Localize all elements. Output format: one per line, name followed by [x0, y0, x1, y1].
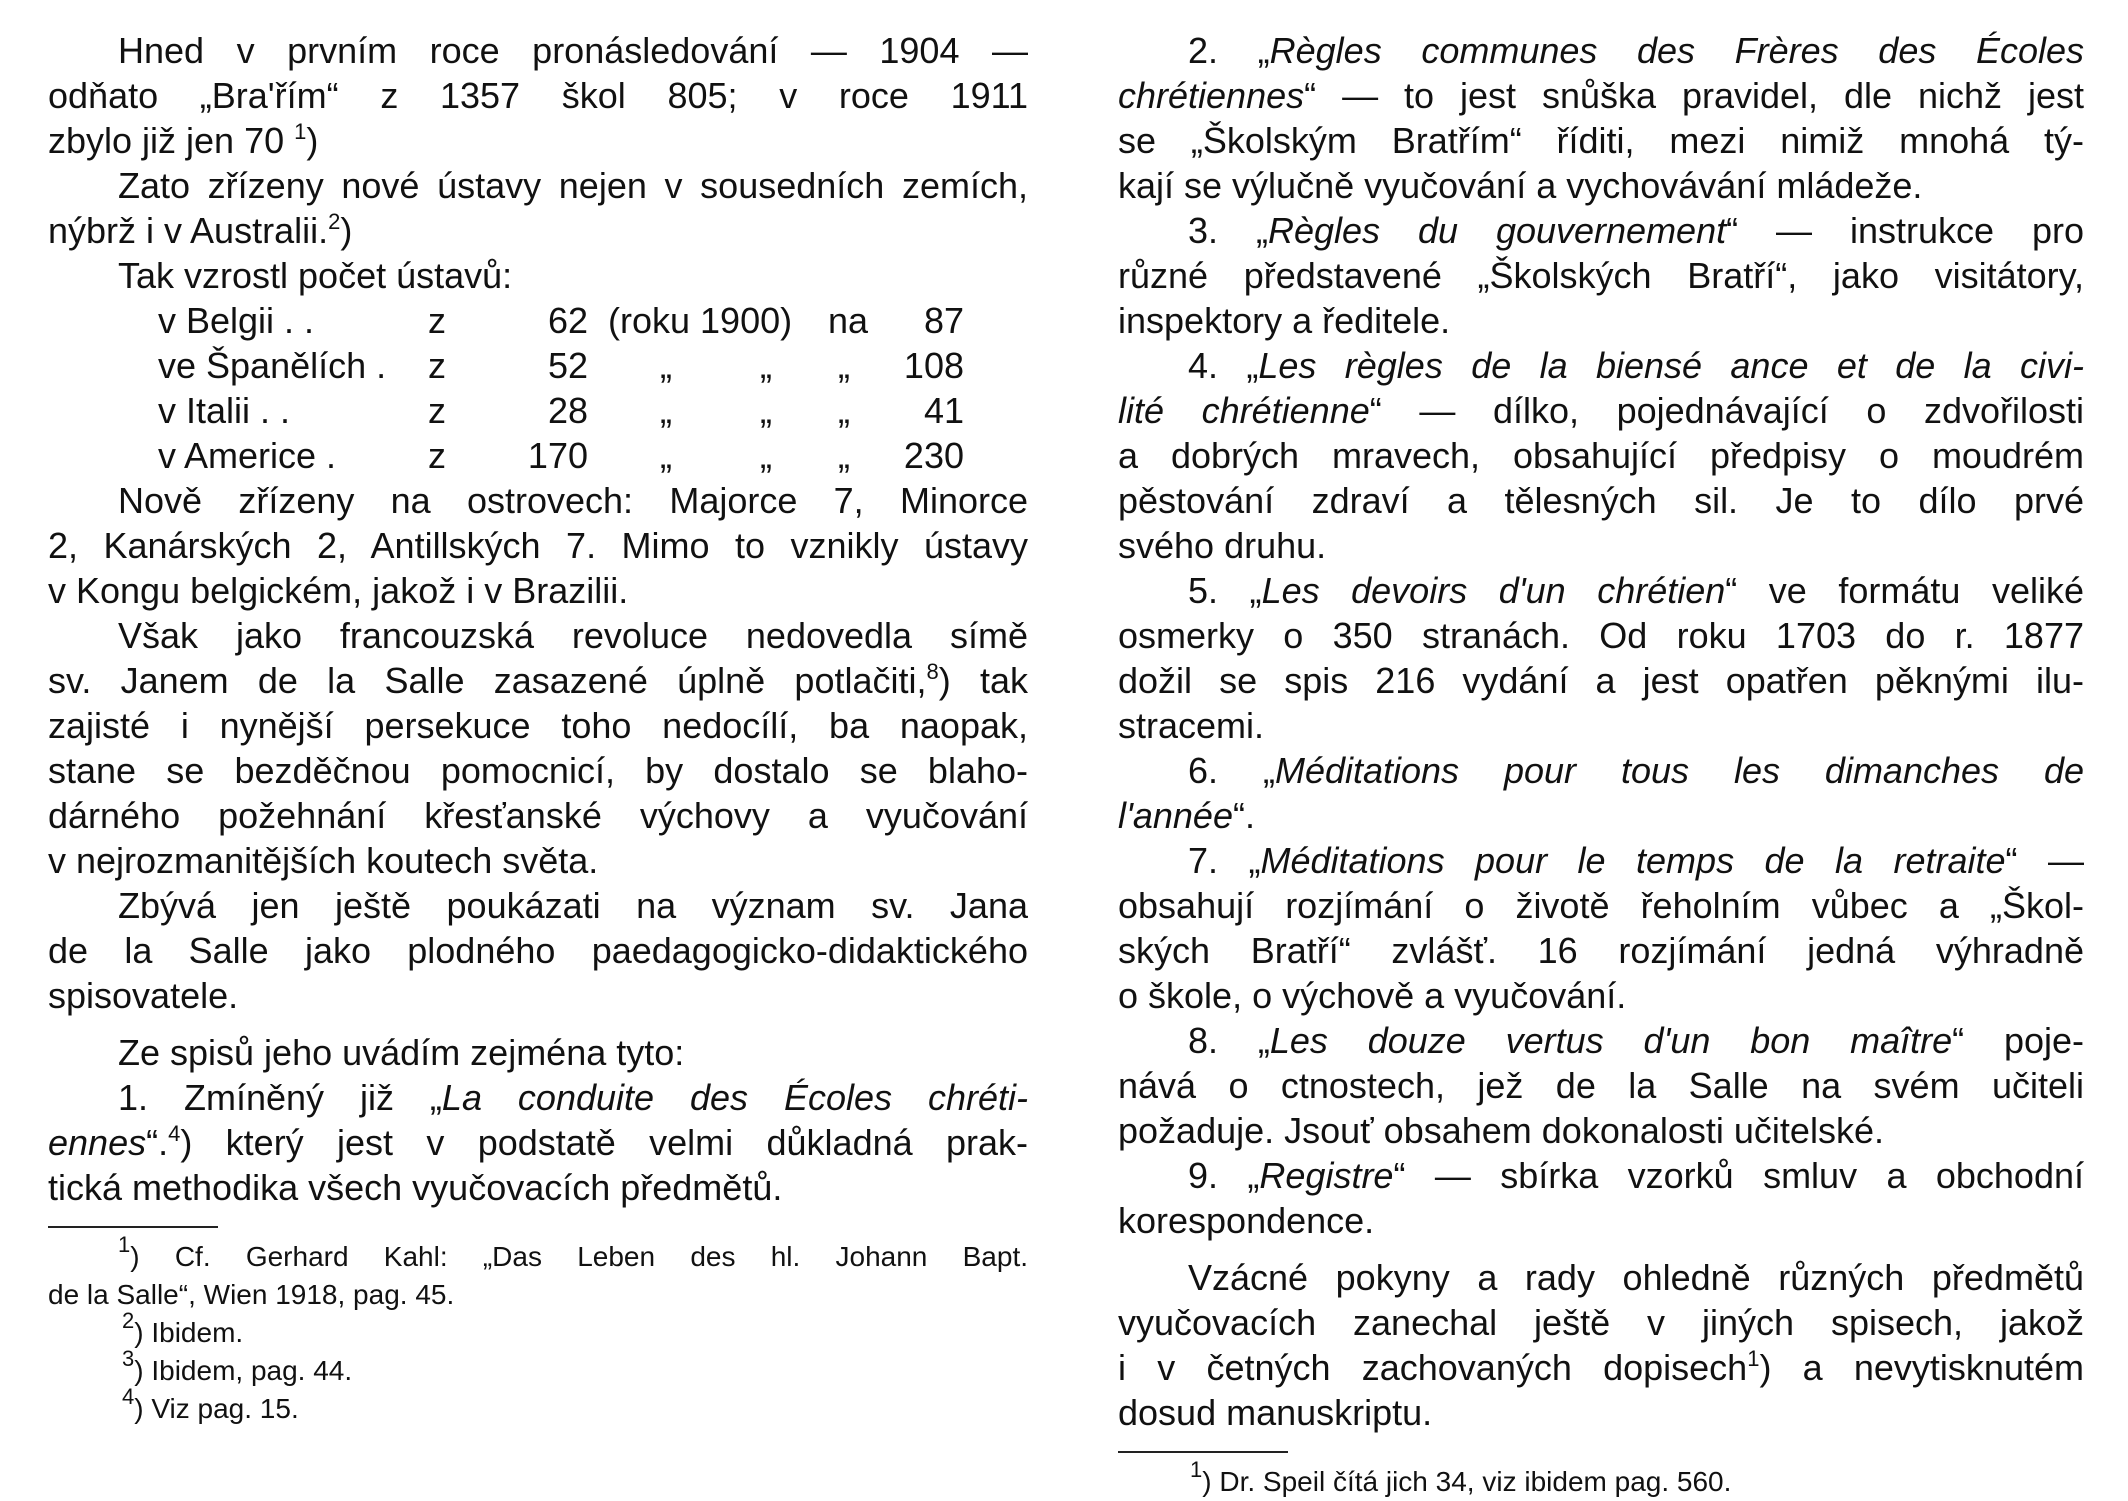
text-line: v Kongu belgickém, jakož i v Brazilii. — [48, 570, 629, 611]
text-line — [48, 658, 1028, 703]
text-line — [1118, 343, 2084, 388]
text-line: spisovatele. — [48, 975, 239, 1016]
footnote-text: ) Dr. Speil čítá jich 34, viz ibidem pag. 560. — [1202, 1466, 1732, 1497]
book-title: Méditations pour tous les dimanches de — [1274, 750, 2084, 791]
text-span: 3. „ — [1188, 210, 1268, 251]
year-cell: (roku 1900) — [608, 300, 793, 341]
book-title: Registre — [1259, 1155, 1394, 1196]
book-title: Les règles de la biensé ance et de la civi- — [1258, 345, 2084, 386]
text-line: Ze spisů jeho uvádím zejména tyto: — [118, 1032, 685, 1073]
text-span: nýbrž i v Australii. — [48, 210, 329, 251]
text-line: nává o ctnostech, jež de la Salle na svém učiteli — [1118, 1065, 2084, 1106]
z-cell: z — [428, 345, 446, 386]
text-line: stracemi. — [1118, 705, 1265, 746]
text-line — [48, 208, 1028, 253]
right-page — [1118, 28, 2084, 1501]
text-span: “ — dílko, pojednávající o zdvořilosti — [1369, 390, 2085, 431]
text-line — [1118, 1018, 2084, 1063]
country-cell: v Americe . — [158, 435, 337, 476]
text-line: dosud manuskriptu. — [1118, 1392, 1433, 1433]
text-span: “ ve formátu veliké — [1725, 570, 2084, 611]
ditto-mark: „ — [838, 345, 850, 386]
ditto-mark: „ — [760, 390, 772, 431]
text-line: kají se výlučně vyučování a vychovávání mládeže. — [1118, 165, 1923, 206]
footnote-mark: 3 — [122, 1346, 135, 1371]
text-span: “ — instrukce pro — [1726, 210, 2085, 251]
text-line: tická methodika všech vyučovacích předmětů. — [48, 1167, 783, 1208]
table-row — [48, 298, 1028, 343]
table-row — [48, 388, 1028, 433]
text-line: Zbývá jen ještě poukázati na význam sv. Jana — [118, 885, 1028, 926]
ditto-mark: „ — [660, 435, 672, 476]
text-span: “. — [1232, 795, 1255, 836]
text-line — [1118, 838, 2084, 883]
ditto-mark: „ — [838, 435, 850, 476]
book-title: Méditations pour le temps de la retraite — [1260, 840, 2006, 881]
text-span: “ poje- — [1952, 1020, 2085, 1061]
text-line — [1118, 1153, 2084, 1198]
ditto-mark: „ — [760, 435, 772, 476]
from-cell: 28 — [547, 390, 588, 431]
text-line — [1118, 208, 2084, 253]
to-cell: 41 — [923, 390, 964, 431]
ditto-mark: „ — [660, 390, 672, 431]
book-title: ennes — [48, 1122, 147, 1163]
to-cell: 108 — [903, 345, 964, 386]
left-page — [48, 28, 1028, 1428]
footnote — [48, 1308, 1028, 1352]
footnote-text: ) Ibidem. — [134, 1317, 244, 1348]
text-span: ) který jest v podstatě velmi důkladná prak- — [180, 1122, 1028, 1163]
footnote — [1118, 1457, 2084, 1501]
text-line: dožil se spis 216 vydání a jest opatřen pěknými ilu- — [1118, 660, 2084, 701]
text-span: 9. „ — [1188, 1155, 1260, 1196]
footnote-ref: 8 — [926, 659, 939, 684]
footnote: de la Salle“, Wien 1918, pag. 45. — [48, 1279, 455, 1310]
from-cell: 62 — [547, 300, 588, 341]
text-span: 8. „ — [1188, 1020, 1270, 1061]
text-line: různé představené „Školských Bratří“, jako visitátory, — [1118, 255, 2084, 296]
text-line: Však jako francouzská revoluce nedovedla símě — [118, 615, 1028, 656]
z-cell: z — [428, 300, 446, 341]
text-line — [48, 1075, 1028, 1120]
footnote-mark: 4 — [122, 1384, 135, 1409]
from-cell: 170 — [527, 435, 588, 476]
text-span: 1. Zmíněný již „ — [118, 1077, 442, 1118]
institutes-table — [48, 298, 1028, 478]
table-row — [48, 433, 1028, 478]
footnote-text: ) Ibidem, pag. 44. — [134, 1355, 353, 1386]
book-title: lité chrétienne — [1118, 390, 1370, 431]
footnote-ref: 1 — [294, 119, 307, 144]
footnote — [48, 1232, 1028, 1276]
to-cell: 230 — [903, 435, 964, 476]
text-line: zajisté i nynější persekuce toho nedocílí, ba naopak, — [48, 705, 1028, 746]
text-line: vyučovacích zanechal ještě v jiných spisech, jakož — [1118, 1302, 2084, 1343]
text-span: ) tak — [938, 660, 1029, 701]
book-title: l'année — [1118, 795, 1233, 836]
text-line — [48, 1120, 1028, 1165]
text-span: ) — [340, 210, 353, 251]
footnote-ref: 2 — [328, 209, 341, 234]
text-span: “ — to jest snůška pravidel, dle nichž jest — [1304, 75, 2084, 116]
text-span: i v četných zachovaných dopisech — [1118, 1347, 1748, 1388]
footnote-text: ) Viz pag. 15. — [134, 1393, 299, 1424]
text-line: v nejrozmanitějších koutech světa. — [48, 840, 599, 881]
text-span: “ — — [2005, 840, 2084, 881]
text-line — [1118, 793, 2084, 838]
book-title: Les douze vertus d'un bon maître — [1269, 1020, 1953, 1061]
book-title: Les devoirs d'un chrétien — [1261, 570, 1726, 611]
text-line: požaduje. Jsouť obsahem dokonalosti učitelské. — [1118, 1110, 1884, 1151]
country-cell: v Belgii . . — [158, 300, 315, 341]
text-line: a dobrých mravech, obsahující předpisy o moudrém — [1118, 435, 2084, 476]
footnote — [48, 1346, 1028, 1390]
text-line: inspektory a ředitele. — [1118, 300, 1451, 341]
footnote-ref: 4 — [168, 1121, 181, 1146]
text-line: ských Bratří“ zvlášť. 16 rozjímání jedná výhradně — [1118, 930, 2084, 971]
footnote-text: ) Cf. Gerhard Kahl: „Das Leben des hl. Johann Bapt. — [130, 1241, 1028, 1272]
text-span: ) — [306, 120, 319, 161]
book-title: Règles du gouvernement — [1267, 210, 1727, 251]
text-line — [1118, 568, 2084, 613]
footnote-mark: 2 — [122, 1308, 135, 1333]
text-line — [1118, 28, 2084, 73]
text-line — [1118, 1345, 2084, 1390]
text-span: sv. Janem de la Salle zasazené úplně potlačiti, — [48, 660, 927, 701]
text-line: svého druhu. — [1118, 525, 1327, 566]
text-line — [1118, 748, 2084, 793]
text-line — [48, 118, 1028, 163]
footnote-mark: 1 — [118, 1232, 131, 1257]
text-span: 4. „ — [1188, 345, 1259, 386]
country-cell: v Italii . . — [158, 390, 291, 431]
na-cell: na — [828, 300, 869, 341]
text-line: de la Salle jako plodného paedagogicko-didaktického — [48, 930, 1028, 971]
text-line: 2, Kanárských 2, Antillských 7. Mimo to vznikly ústavy — [48, 525, 1028, 566]
footnote-ref: 1 — [1747, 1346, 1760, 1371]
footnote — [48, 1384, 1028, 1428]
text-line: pěstování zdraví a tělesných sil. Je to dílo prvé — [1118, 480, 2084, 521]
ditto-mark: „ — [838, 390, 850, 431]
text-line: Nově zřízeny na ostrovech: Majorce 7, Minorce — [118, 480, 1028, 521]
text-line: obsahují rozjímání o životě řeholním vůbec a „Škol- — [1118, 885, 2084, 926]
text-line: Zato zřízeny nové ústavy nejen v sousedních zemích, — [118, 165, 1028, 206]
text-span: “. — [146, 1122, 169, 1163]
text-line: o škole, o výchově a vyučování. — [1118, 975, 1627, 1016]
table-row — [48, 343, 1028, 388]
text-line — [1118, 73, 2084, 118]
book-title: La conduite des Écoles chréti- — [441, 1077, 1028, 1118]
text-span: 2. „ — [1188, 30, 1270, 71]
text-line: Hned v prvním roce pronásledování — 1904 — — [118, 30, 1028, 71]
book-title: Règles communes des Frères des Écoles — [1269, 30, 2085, 71]
text-span: 6. „ — [1188, 750, 1275, 791]
footnote-rule — [1118, 1451, 1288, 1453]
z-cell: z — [428, 435, 446, 476]
text-span: ) a nevytisknutém — [1759, 1347, 2084, 1388]
from-cell: 52 — [547, 345, 588, 386]
footnote-rule — [48, 1226, 218, 1228]
ditto-mark: „ — [760, 345, 772, 386]
text-line: odňato „Bra'řím“ z 1357 škol 805; v roce 1911 — [48, 75, 1028, 116]
text-line: korespondence. — [1118, 1200, 1375, 1241]
text-span: 5. „ — [1188, 570, 1262, 611]
to-cell: 87 — [923, 300, 964, 341]
text-line — [1118, 388, 2084, 433]
text-line: osmerky o 350 stranách. Od roku 1703 do r. 1877 — [1118, 615, 2084, 656]
text-line: se „Školským Bratřím“ říditi, mezi nimiž mnohá tý- — [1118, 120, 2084, 161]
z-cell: z — [428, 390, 446, 431]
book-title: chrétiennes — [1118, 75, 1305, 116]
text-span: zbylo již jen 70 — [48, 120, 285, 161]
text-line: stane se bezděčnou pomocnicí, by dostalo se blaho- — [48, 750, 1028, 791]
text-span: 7. „ — [1188, 840, 1261, 881]
text-line: Tak vzrostl počet ústavů: — [118, 255, 513, 296]
text-line: dárného požehnání křesťanské výchovy a vyučování — [48, 795, 1028, 836]
ditto-mark: „ — [660, 345, 672, 386]
footnote-mark: 1 — [1190, 1457, 1203, 1482]
country-cell: ve Španělích . — [158, 345, 387, 386]
text-line: Vzácné pokyny a rady ohledně různých předmětů — [1188, 1257, 2084, 1298]
text-span: “ — sbírka vzorků smluv a obchodní — [1393, 1155, 2084, 1196]
